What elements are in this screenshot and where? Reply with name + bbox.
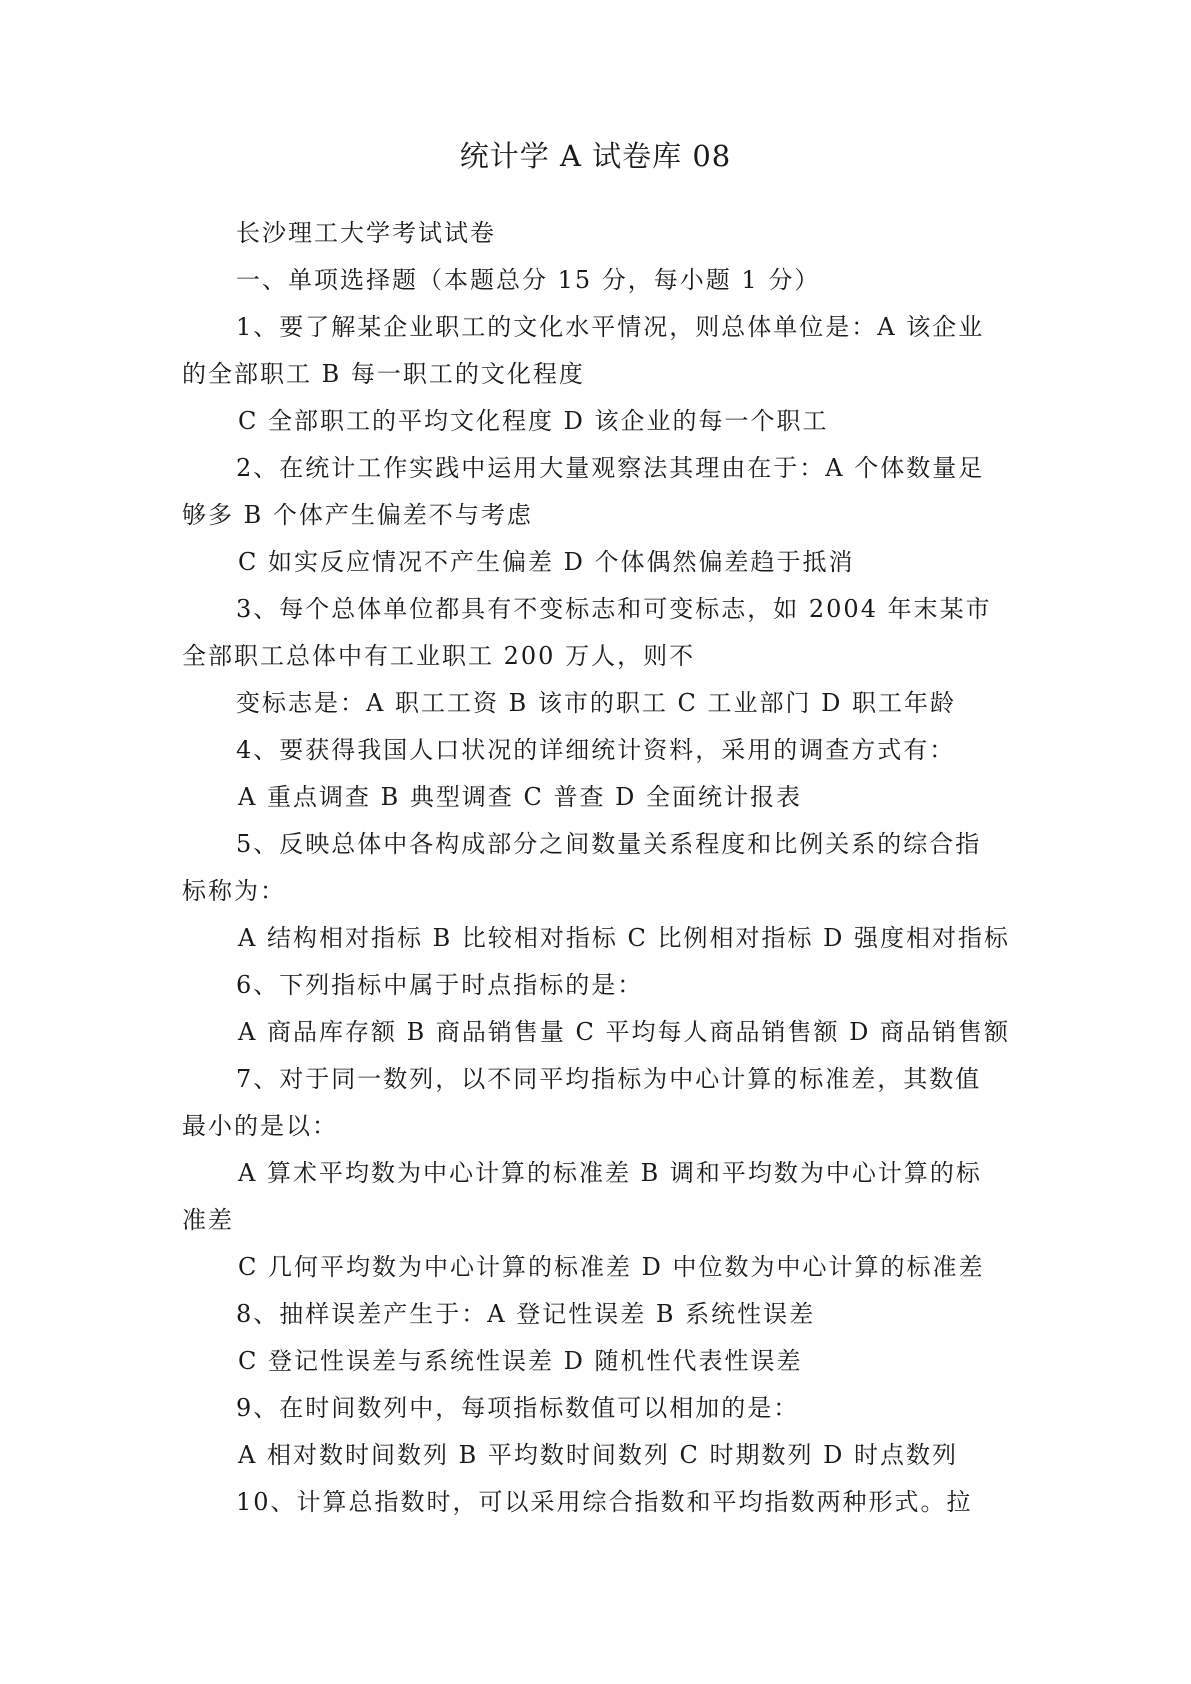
question-3-options: 变标志是：A 职工工资 B 该市的职工 C 工业部门 D 职工年龄 — [236, 689, 956, 717]
question-1-cont: 的全部职工 B 每一职工的文化程度 — [182, 360, 585, 388]
question-7-options-2: C 几何平均数为中心计算的标准差 D 中位数为中心计算的标准差 — [238, 1253, 985, 1281]
question-3: 3、每个总体单位都具有不变标志和可变标志，如 2004 年末某市 — [236, 595, 992, 623]
question-1-options: C 全部职工的平均文化程度 D 该企业的每一个职工 — [238, 407, 829, 435]
question-9-options: A 相对数时间数列 B 平均数时间数列 C 时期数列 D 时点数列 — [238, 1441, 958, 1469]
question-8: 8、抽样误差产生于：A 登记性误差 B 系统性误差 — [236, 1300, 816, 1328]
question-7-options: A 算术平均数为中心计算的标准差 B 调和平均数为中心计算的标 — [238, 1159, 982, 1187]
question-9: 9、在时间数列中，每项指标数值可以相加的是： — [236, 1394, 800, 1422]
question-4-options: A 重点调查 B 典型调查 C 普查 D 全面统计报表 — [238, 783, 802, 811]
question-6-options: A 商品库存额 B 商品销售量 C 平均每人商品销售额 D 商品销售额 — [238, 1018, 1010, 1046]
question-2-options: C 如实反应情况不产生偏差 D 个体偶然偏差趋于抵消 — [238, 548, 855, 576]
question-5-options: A 结构相对指标 B 比较相对指标 C 比例相对指标 D 强度相对指标 — [238, 924, 1010, 952]
document-body — [182, 210, 1012, 1526]
document-title: 统计学 A 试卷库 08 — [459, 139, 732, 173]
question-7-cont: 最小的是以： — [182, 1112, 338, 1140]
section-heading: 一、单项选择题（本题总分 15 分，每小题 1 分） — [236, 266, 821, 294]
question-2-cont: 够多 B 个体产生偏差不与考虑 — [182, 501, 533, 529]
question-3-cont: 全部职工总体中有工业职工 200 万人，则不 — [182, 642, 696, 670]
paragraph-line: 长沙理工大学考试试卷 — [236, 219, 496, 247]
question-5: 5、反映总体中各构成部分之间数量关系程度和比例关系的综合指 — [236, 830, 982, 858]
question-7-options-cont: 准差 — [182, 1206, 234, 1234]
question-7: 7、对于同一数列，以不同平均指标为中心计算的标准差，其数值 — [236, 1065, 982, 1093]
question-4: 4、要获得我国人口状况的详细统计资料，采用的调查方式有： — [236, 736, 956, 764]
question-5-cont: 标称为： — [182, 877, 286, 905]
question-1: 1、要了解某企业职工的文化水平情况，则总体单位是：A 该企业 — [236, 313, 985, 341]
question-8-options: C 登记性误差与系统性误差 D 随机性代表性误差 — [238, 1347, 803, 1375]
question-6: 6、下列指标中属于时点指标的是： — [236, 971, 644, 999]
question-10: 10、计算总指数时，可以采用综合指数和平均指数两种形式。拉 — [236, 1488, 973, 1516]
question-2: 2、在统计工作实践中运用大量观察法其理由在于：A 个体数量足 — [236, 454, 985, 482]
